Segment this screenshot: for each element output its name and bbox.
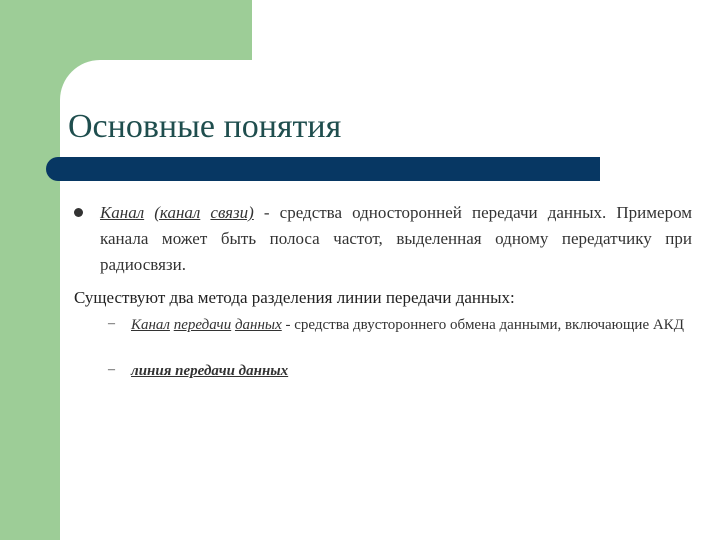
subitem-data-channel-text: - средства двустороннего обмена данными, включающие АКД (281, 317, 684, 333)
bullet-dot-icon (74, 208, 83, 217)
term-channel: Канал (100, 203, 145, 222)
dash-1: – (108, 316, 115, 331)
term-data-channel-1: Канал (131, 317, 170, 333)
term-data-line: линия передачи данных (131, 363, 289, 379)
title-rule (46, 157, 600, 181)
term-channel-link: связи) (210, 203, 254, 222)
term-channel-paren: (канал (154, 203, 201, 222)
bullet-channel-text: - средства односторонней передачи данных. Примером канала может быть полоса частот, выделенная одному передатчику при радиосвязи. (100, 203, 693, 274)
dash-2: – (108, 362, 115, 377)
slide-title: Основные понятия (68, 108, 342, 145)
term-data-channel-3: данных (234, 317, 282, 333)
subitem-data-line (131, 361, 694, 381)
methods-paragraph: Существуют два метода разделения линии передачи данных: (74, 288, 515, 307)
subitem-data-channel (131, 315, 694, 335)
decor-green-left (0, 0, 60, 540)
bullet-channel (100, 200, 692, 278)
term-data-channel-2: передачи (173, 317, 232, 333)
